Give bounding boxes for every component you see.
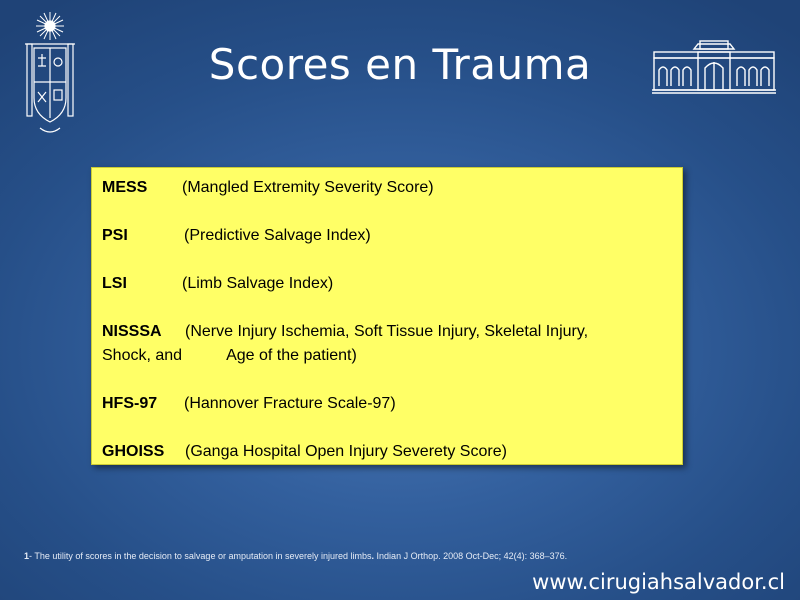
footnote-text: - The utility of scores in the decision to salvage or amputation in severely injured limbs [29,551,372,561]
page-title: Scores en Trauma [208,40,592,89]
scores-list-box [91,167,683,465]
score-item-lsi [102,272,672,296]
score-description: (Limb Salvage Index) [182,275,334,292]
score-description-line2: Shock, and [102,347,183,364]
score-abbr: HFS-97 [102,395,158,412]
score-description: (Nerve Injury Ischemia, Soft Tissue Injury, Skeletal Injury, [185,323,589,340]
score-item-psi [102,224,672,248]
score-item-mess [102,176,672,200]
score-item-hfs97 [102,392,672,416]
score-description: (Mangled Extremity Severity Score) [182,179,434,196]
website-url: www.cirugiahsalvador.cl [532,570,785,594]
footnote-number: 1 [24,551,30,561]
score-abbr: MESS [102,179,148,196]
score-item-ghoiss [102,440,672,464]
score-abbr: NISSSA [102,323,162,340]
score-description: (Hannover Fracture Scale-97) [184,395,396,412]
footnote-citation: Indian J Orthop. 2008 Oct-Dec; 42(4): 368–376. [374,551,568,561]
score-description: (Ganga Hospital Open Injury Severety Score) [185,443,507,460]
score-description: (Predictive Salvage Index) [184,227,371,244]
score-abbr: LSI [102,275,127,292]
score-description-line2-cont: Age of the patient) [226,347,357,364]
score-abbr: PSI [102,227,128,244]
score-abbr: GHOISS [102,443,165,460]
score-item-nisssa [102,320,672,368]
footnote [24,551,784,561]
footnote-dot: . [371,551,375,561]
